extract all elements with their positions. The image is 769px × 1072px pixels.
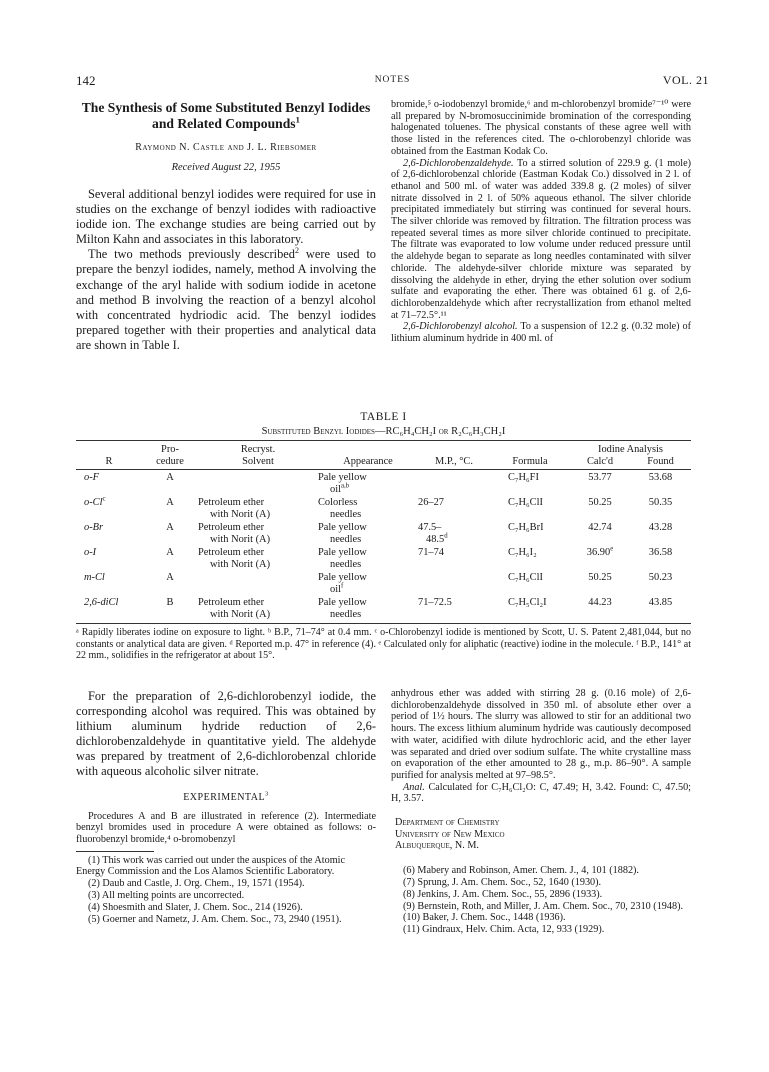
table-cell-r: o-Cl$^c$ bbox=[84, 495, 106, 508]
article-title: The Synthesis of Some Substituted Benzyl Iodides and Related Compounds$^1$ bbox=[81, 100, 371, 131]
footnote-9: (9) Bernstein, Roth, and Miller, J. Am. Chem. Soc., 70, 2310 (1948). bbox=[403, 900, 684, 912]
table-cell-app: Colorless needles bbox=[318, 497, 362, 520]
table-cell-r: 2,6-diCl bbox=[84, 597, 119, 608]
table-cell-app: Pale yellow oil$^{a,b}$ bbox=[318, 472, 367, 495]
reduction-paragraph: anhydrous ether was added with stirring 28 g. (0.16 mole) of 2,6-dichlorobenzaldehyde dissolved in 350 ml. of absolute ether over a period of 1½ hours. The slurry was allowed to stir for an additional two hours. The excess lithium aluminum hydride was cautiously decomposed with water, acidified with dilute hydrochloric acid, and the ether layer was separated and dried over sodium sulfate. The white crystalline mass on evaporation of the ether amounted to 28 g., m.p. 86–90°. A sample purified for analysis melted at 97–98.5°. bbox=[391, 688, 691, 781]
experimental-heading: EXPERIMENTAL$^3$ bbox=[183, 790, 269, 803]
table-cell-mp: 47.5– 48.5$^d$ bbox=[418, 522, 448, 545]
col-head-calcd: Calc'd bbox=[586, 455, 614, 467]
alcohol-paragraph: 2,6-Dichlorobenzyl alcohol. To a suspension of 12.2 g. (0.32 mole) of lithium aluminum hydride in 400 ml. of bbox=[391, 321, 691, 345]
table-row bbox=[76, 572, 691, 597]
right-column-bottom bbox=[391, 688, 691, 936]
table-row bbox=[76, 597, 691, 622]
table-cell-solvent: Petroleum ether with Norit (A) bbox=[198, 522, 271, 545]
col-head-pro: Pro- bbox=[161, 444, 179, 455]
col-head-appearance: Appearance bbox=[343, 455, 393, 467]
affiliation-univ: University of New Mexico bbox=[395, 828, 505, 840]
intro-paragraph-1: Several additional benzyl iodides were required for use in studies on the exchange of benzyl iodides with radioactive iodide ion. The exchange studies are being carried out by Milton Kahn and associates in this laboratory. bbox=[76, 187, 376, 247]
table-cell-calcd: 50.25 bbox=[588, 497, 612, 508]
table-caption: TABLE I bbox=[360, 411, 407, 423]
col-head-solvent: Solvent bbox=[242, 455, 274, 467]
col-head-formula: Formula bbox=[512, 455, 548, 467]
table-cell-r: o-Br bbox=[84, 522, 104, 533]
col-head-recryst: Recryst. bbox=[240, 444, 276, 455]
table-cell-solvent bbox=[198, 572, 318, 597]
procedures-paragraph: Procedures A and B are illustrated in reference (2). Intermediate benzyl bromides used in procedure A were obtained as follows: o-fluorobenzyl bromide,⁴ o-bromobenzyl bbox=[76, 810, 376, 845]
analysis-paragraph: Anal. Calculated for C₇H₆Cl₂O: C, 47.49; H, 3.42. Found: C, 47.50; H, 3.57. bbox=[391, 781, 691, 805]
table-cell-calcd: 44.23 bbox=[588, 597, 612, 608]
table-cell-formula: C₇H₆ClI bbox=[508, 497, 543, 508]
table-cell-solvent: Petroleum ether with Norit (A) bbox=[198, 597, 271, 620]
right-footnotes bbox=[391, 865, 691, 936]
table-cell-proc: B bbox=[166, 597, 174, 608]
table-cell-formula: C₇H₆FI bbox=[508, 472, 539, 483]
table-cell-app: Pale yellow needles bbox=[318, 597, 367, 620]
table-cell-calcd: 50.25 bbox=[588, 572, 612, 583]
table-cell-app: Pale yellow needles bbox=[318, 522, 367, 545]
table-cell-proc: A bbox=[166, 522, 174, 533]
table-1 bbox=[76, 411, 691, 662]
intro-paragraph-2: The two methods previously described$^2$ were used to prepare the benzyl iodides, namely, method A involving the exchange of the aryl halide with sodium iodide in acetone and method B involving the reaction of a benzyl alcohol with concentrated hydriodic acid. The benzyl iodides prepared together with their properties and analytical data are shown in Table I. bbox=[76, 246, 377, 352]
page-number: 142 bbox=[76, 73, 96, 88]
table-footnotes: ᵃ Rapidly liberates iodine on exposure to light. ᵇ B.P., 71–74° at 0.4 mm. ᶜ o-Chlorobenzyl iodide is mentioned by Scott, U. S. Patent 2,481,044, but no constants or analytical data are given. ᵈ Reported m.p. 47° in reference (4). ᵉ Calculated only for aliphatic (reactive) iodine in the molecule. ᶠ B.P., 141° at 22 mm., solidifies in the refrigerator at about 15°. bbox=[76, 627, 691, 661]
table-row bbox=[76, 497, 691, 522]
received-date: Received August 22, 1955 bbox=[171, 162, 281, 173]
table-cell-found: 43.28 bbox=[648, 522, 673, 533]
table-cell-solvent bbox=[198, 470, 318, 498]
table-cell-calcd: 42.74 bbox=[588, 522, 612, 533]
table-cell-r: o-I bbox=[84, 547, 97, 558]
col-head-found: Found bbox=[647, 455, 674, 467]
footnote-1: (1) This work was carried out under the auspices of the Atomic Energy Commission and the Los Alamos Scientific Laboratory. bbox=[76, 854, 345, 878]
article-authors: Raymond N. Castle and J. L. Riebsomer bbox=[135, 142, 317, 153]
footnote-10: (10) Baker, J. Chem. Soc., 1448 (1936). bbox=[403, 912, 566, 924]
affiliation-city: Albuquerque, N. M. bbox=[395, 840, 479, 852]
table-cell-app: Pale yellow oil$^f$ bbox=[318, 572, 367, 595]
table-row bbox=[76, 522, 691, 547]
volume-label: VOL. 21 bbox=[662, 73, 709, 87]
table-cell-found: 43.85 bbox=[648, 597, 673, 608]
table-cell-proc: A bbox=[166, 572, 174, 583]
table-cell-proc: A bbox=[166, 547, 174, 558]
table-cell-formula: C₇H₆I₂ bbox=[508, 547, 537, 558]
aldehyde-paragraph: 2,6-Dichlorobenzaldehyde. To a stirred solution of 229.9 g. (1 mole) of 2,6-dichlorobenzal chloride (Eastman Kodak Co.) dissolved in 2 l. of ethanol and 500 ml. of water was added 339.8 g. (2 moles) of silver nitrate dissolved in 2 l. of 50% aqueous ethanol. The silver chloride precipitated immediately but stirring was continued for several hours. The silver chloride was removed by filtration. The filtration process was repeated several times as more silver chloride continued to precipitate. The filtrate was evaporated to low volume under reduced pressure until the aldehyde began to separate as long needles contaminated with silver chloride. The aldehyde-silver chloride mixture was separated by dissolving the aldehyde in ether, drying the ether solution over sodium sulfate and evaporating the ether. There was obtained 61 g. of 2,6-dichlorobenzaldehyde which after recrystallization from ethanol melted at 71–72.5°.¹¹ bbox=[391, 157, 691, 321]
footnote-7: (7) Sprung, J. Am. Chem. Soc., 52, 1640 (1930). bbox=[403, 876, 602, 888]
table-cell-calcd: 53.77 bbox=[588, 472, 612, 483]
table-row bbox=[76, 547, 691, 572]
footnote-11: (11) Gindraux, Helv. Chim. Acta, 12, 933 (1929). bbox=[403, 924, 605, 936]
table-cell-found: 36.58 bbox=[648, 547, 673, 558]
table-cell-found: 50.35 bbox=[648, 497, 673, 508]
table-subcaption: Substituted Benzyl Iodides—RC₆H₄CH₂I or R₂C₆H₃CH₂I bbox=[261, 426, 506, 437]
footnote-5: (5) Goerner and Nametz, J. Am. Chem. Soc., 73, 2940 (1951). bbox=[88, 913, 342, 925]
col-head-r: R bbox=[105, 455, 113, 467]
table-cell-app: Pale yellow needles bbox=[318, 547, 367, 570]
footnote-6: (6) Mabery and Robinson, Amer. Chem. J., 4, 101 (1882). bbox=[403, 865, 639, 877]
footnote-4: (4) Shoesmith and Slater, J. Chem. Soc., 214 (1926). bbox=[88, 901, 303, 913]
table-cell-found: 53.68 bbox=[648, 472, 673, 483]
table-cell-r: o-F bbox=[84, 472, 100, 483]
footnote-8: (8) Jenkins, J. Am. Chem. Soc., 55, 2896 (1933). bbox=[403, 888, 603, 900]
preparation-paragraph: For the preparation of 2,6-dichlorobenzyl iodide, the corresponding alcohol was required. This was obtained by lithium aluminum hydride reduction of 2,6-dichlorobenzaldehyde in quantitative yield. The aldehyde was prepared by treatment of 2,6-dichlorobenzal chloride with aqueous alcoholic silver nitrate. bbox=[76, 689, 376, 779]
table-cell-formula: C₇H₆BrI bbox=[508, 522, 544, 533]
col-head-cedure: cedure bbox=[156, 455, 184, 467]
footnote-2: (2) Daub and Castle, J. Org. Chem., 19, 1571 (1954). bbox=[88, 878, 305, 890]
table-cell-solvent: Petroleum ether with Norit (A) bbox=[198, 497, 271, 520]
table-cell-proc: A bbox=[166, 497, 174, 508]
table-cell-calcd: 36.90e bbox=[586, 545, 614, 558]
table-cell-formula: C₇H₅Cl₂I bbox=[508, 597, 547, 608]
col-head-iodine: Iodine Analysis bbox=[598, 444, 663, 455]
table-cell-mp: 26–27 bbox=[418, 497, 444, 508]
bromide-paragraph: bromide,⁵ o-iodobenzyl bromide,⁶ and m-chlorobenzyl bromide⁷⁻¹⁰ were all prepared by N-bromosuccinimide bromination of the corresponding halogenated toluenes. The physical constants of these agree well with those listed in the references cited. The o-chlorobenzyl chloride was obtained from the Eastman Kodak Co. bbox=[391, 99, 691, 157]
col-head-mp: M.P., °C. bbox=[435, 455, 473, 467]
section-name: NOTES bbox=[374, 75, 411, 85]
table-cell-mp bbox=[418, 572, 490, 597]
table-cell-solvent: Petroleum ether with Norit (A) bbox=[198, 547, 271, 570]
table-cell-mp bbox=[418, 470, 490, 498]
right-column-top bbox=[391, 99, 691, 345]
affiliation-dept: Department of Chemistry bbox=[395, 817, 500, 829]
left-column-bottom bbox=[76, 689, 376, 925]
table-cell-r: m-Cl bbox=[84, 572, 105, 583]
table-cell-formula: C₇H₆ClI bbox=[508, 572, 543, 583]
running-header bbox=[76, 73, 709, 89]
left-footnotes bbox=[76, 855, 376, 926]
table-cell-found: 50.23 bbox=[648, 572, 673, 583]
table-cell-mp: 71–74 bbox=[418, 547, 444, 558]
table-row bbox=[76, 470, 691, 498]
footnote-3: (3) All melting points are uncorrected. bbox=[88, 890, 245, 902]
table-cell-mp: 71–72.5 bbox=[418, 597, 452, 608]
table-cell-proc: A bbox=[166, 472, 174, 483]
left-column-top bbox=[76, 100, 376, 353]
table-body bbox=[76, 444, 691, 622]
